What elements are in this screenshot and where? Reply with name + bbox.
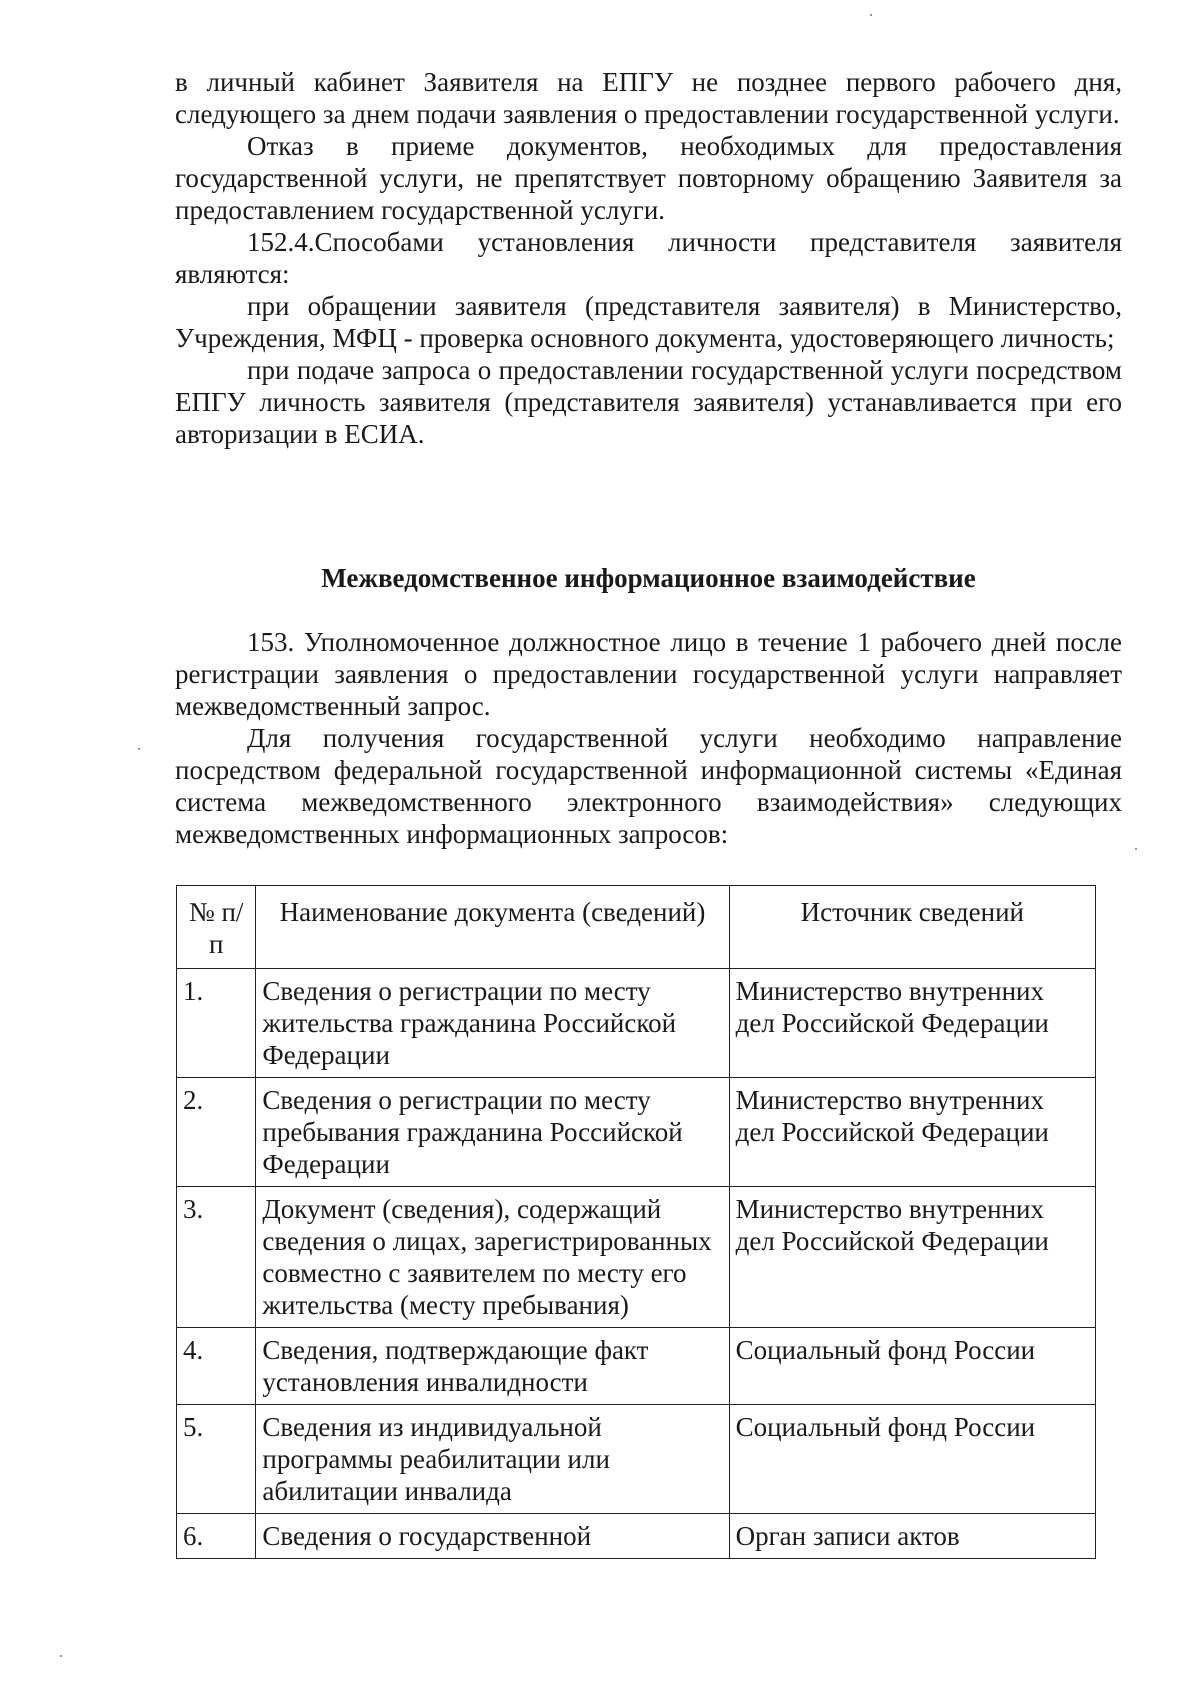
- row-number: 4.: [177, 1328, 256, 1405]
- header-document-name: Наименование документа (сведений): [256, 886, 729, 969]
- row-source: Социальный фонд России: [729, 1328, 1095, 1405]
- scan-speck: [1135, 848, 1137, 850]
- table-row: [177, 1328, 1096, 1405]
- row-source: Социальный фонд России: [729, 1405, 1095, 1514]
- section-heading: Межведомственное информационное взаимодействие: [321, 563, 976, 593]
- row-document-name: Сведения из индивидуальной программы реабилитации или абилитации инвалида: [256, 1405, 729, 1514]
- top-text-block: [175, 66, 1122, 450]
- scan-speck: [138, 748, 140, 750]
- table-row: [177, 1187, 1096, 1328]
- paragraph: 153. Уполномоченное должностное лицо в течение 1 рабочего дней после регистрации заявления о предоставлении государственной услуги направляет межведомственный запрос.: [175, 627, 1122, 721]
- row-source: Министерство внутренних дел Российской Федерации: [729, 969, 1095, 1078]
- row-source: Министерство внутренних дел Российской Федерации: [729, 1187, 1095, 1328]
- paragraph: Для получения государственной услуги необходимо направление посредством федеральной государственной информационной системы «Единая система межведомственного электронного взаимодействия» следующих межведомственных информационных запросов:: [175, 723, 1122, 849]
- paragraph: Отказ в приеме документов, необходимых для предоставления государственной услуги, не препятствует повторному обращению Заявителя за предоставлением государственной услуги.: [175, 131, 1122, 225]
- scan-speck: [870, 14, 872, 16]
- table-header-row: [177, 886, 1096, 969]
- scan-speck: [60, 1655, 62, 1657]
- row-document-name: Документ (сведения), содержащий сведения о лицах, зарегистрированных совместно с заявителем по месту его жительства (месту пребывания): [256, 1187, 729, 1328]
- paragraph: в личный кабинет Заявителя на ЕПГУ не позднее первого рабочего дня, следующего за днем подачи заявления о предоставлении государственной услуги.: [175, 67, 1122, 129]
- requests-table: [176, 885, 1096, 1559]
- header-number: № п/п: [177, 886, 256, 969]
- row-document-name: Сведения о государственной: [256, 1514, 729, 1559]
- row-number: 3.: [177, 1187, 256, 1328]
- row-number: 6.: [177, 1514, 256, 1559]
- row-number: 5.: [177, 1405, 256, 1514]
- table-row: [177, 969, 1096, 1078]
- header-source: Источник сведений: [729, 886, 1095, 969]
- bottom-text-block: [175, 626, 1122, 850]
- table-row: [177, 1405, 1096, 1514]
- paragraph: при обращении заявителя (представителя заявителя) в Министерство, Учреждения, МФЦ - проверка основного документа, удостоверяющего личность;: [175, 291, 1122, 353]
- row-document-name: Сведения, подтверждающие факт установления инвалидности: [256, 1328, 729, 1405]
- row-document-name: Сведения о регистрации по месту пребывания гражданина Российской Федерации: [256, 1078, 729, 1187]
- row-source: Орган записи актов: [729, 1514, 1095, 1559]
- paragraph: при подаче запроса о предоставлении государственной услуги посредством ЕПГУ личность заявителя (представителя заявителя) устанавливается при его авторизации в ЕСИА.: [175, 355, 1122, 449]
- row-number: 2.: [177, 1078, 256, 1187]
- table-row: [177, 1078, 1096, 1187]
- paragraph: 152.4.Способами установления личности представителя заявителя являются:: [175, 227, 1122, 289]
- row-number: 1.: [177, 969, 256, 1078]
- row-document-name: Сведения о регистрации по месту жительства гражданина Российской Федерации: [256, 969, 729, 1078]
- row-source: Министерство внутренних дел Российской Федерации: [729, 1078, 1095, 1187]
- table-row: [177, 1514, 1096, 1559]
